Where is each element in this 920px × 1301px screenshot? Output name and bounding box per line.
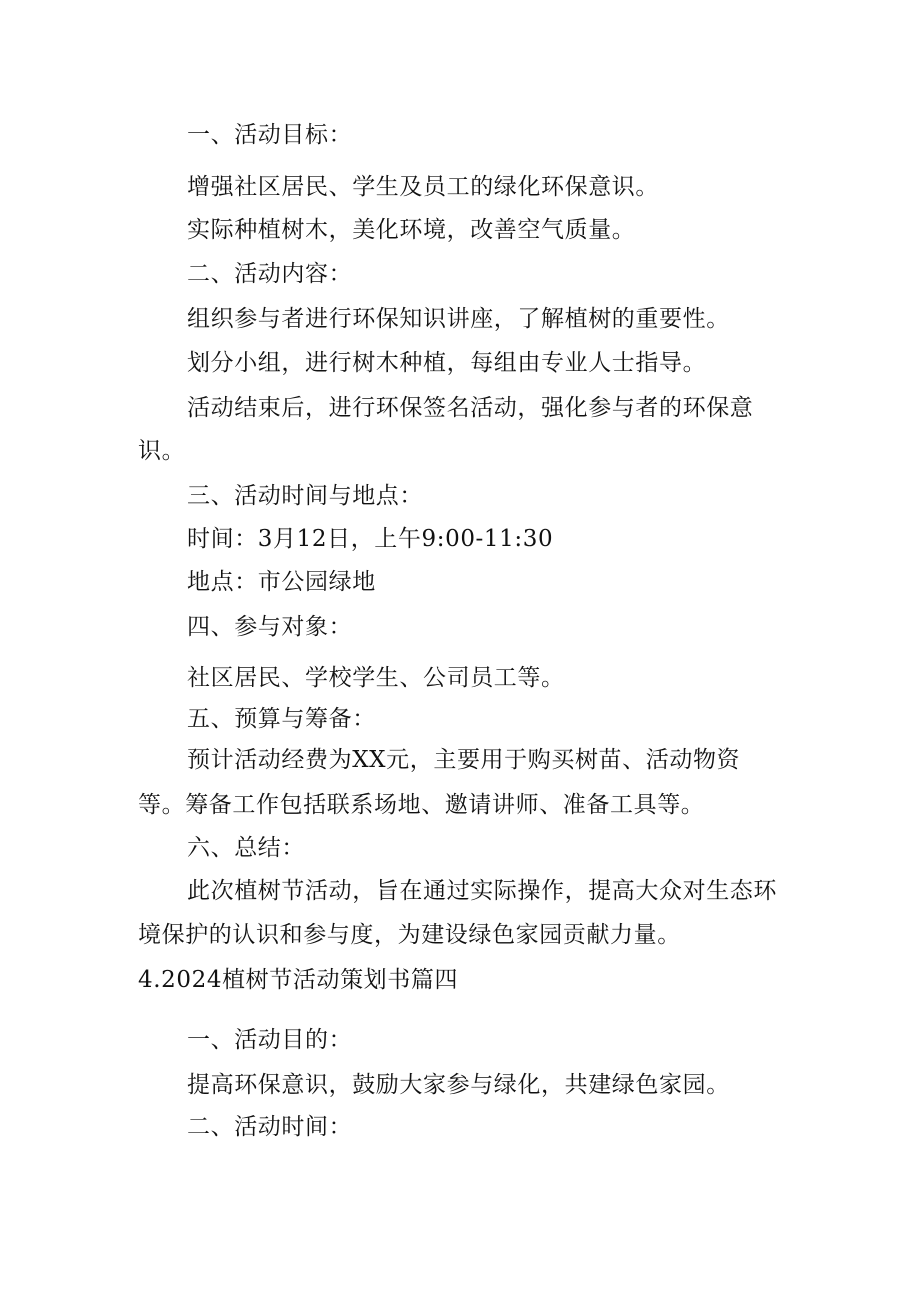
section-heading-purpose: 一、活动目的： (187, 1027, 353, 1053)
paragraph-line-continuation: 识。 (138, 438, 186, 464)
paragraph-line: 活动结束后，进行环保签名活动，强化参与者的环保意 (187, 395, 754, 421)
paragraph-line-time: 时间：3月12日，上午9:00-11:30 (187, 526, 554, 552)
paragraph-line: 组织参与者进行环保知识讲座，了解植树的重要性。 (187, 306, 730, 332)
paragraph-line-continuation: 等。筹备工作包括联系场地、邀请讲师、准备工具等。 (138, 792, 705, 818)
section-heading-activity-time: 二、活动时间： (187, 1114, 353, 1140)
section-heading-goals: 一、活动目标： (187, 122, 353, 148)
paragraph-line-continuation: 境保护的认识和参与度，为建设绿色家园贡献力量。 (138, 922, 681, 948)
paragraph-line-place: 地点：市公园绿地 (187, 569, 376, 595)
section-heading-time-place: 三、活动时间与地点： (187, 483, 423, 509)
paragraph-line: 增强社区居民、学生及员工的绿化环保意识。 (187, 174, 659, 200)
section-heading-content: 二、活动内容： (187, 261, 353, 287)
section-heading-budget: 五、预算与筹备： (187, 706, 376, 732)
paragraph-line: 提高环保意识，鼓励大家参与绿化，共建绿色家园。 (187, 1072, 730, 1098)
paragraph-line: 划分小组，进行树木种植，每组由专业人士指导。 (187, 350, 707, 376)
paragraph-line: 预计活动经费为XX元，主要用于购买树苗、活动物资 (187, 747, 741, 773)
paragraph-line: 社区居民、学校学生、公司员工等。 (187, 665, 565, 691)
section-heading-participants: 四、参与对象： (187, 614, 353, 640)
section-heading-summary: 六、总结： (187, 835, 305, 861)
paragraph-line: 实际种植树木，美化环境，改善空气质量。 (187, 217, 636, 243)
chapter-title: 4.2024植树节活动策划书篇四 (138, 967, 459, 993)
paragraph-line: 此次植树节活动，旨在通过实际操作，提高大众对生态环 (187, 878, 777, 904)
